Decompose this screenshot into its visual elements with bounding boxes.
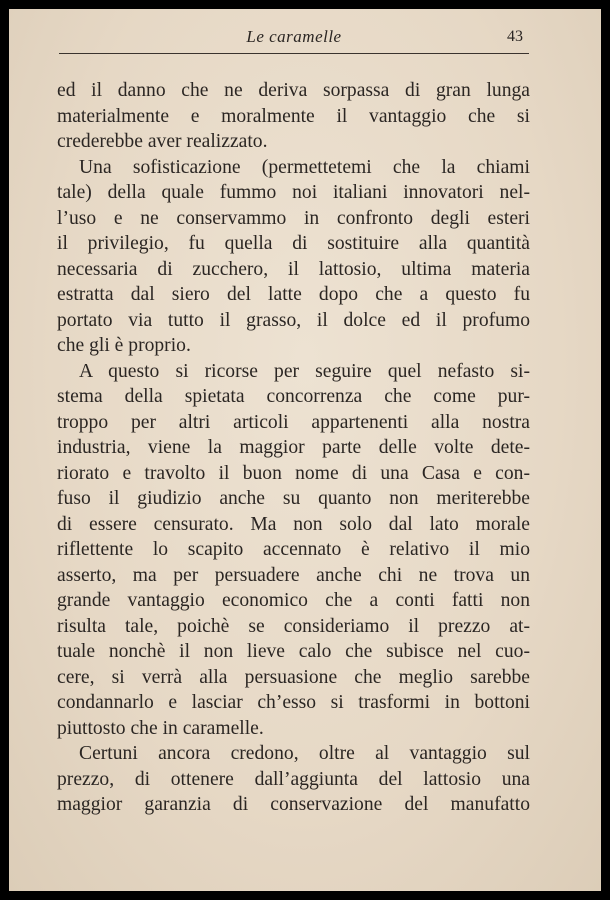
- page-number: 43: [507, 28, 523, 45]
- text-line: fuso il giudizio anche su quanto non meriterebbe: [57, 488, 530, 509]
- running-title: Le caramelle: [246, 27, 342, 46]
- text-line: maggior garanzia di conservazione del manufatto: [57, 794, 530, 815]
- text-line: il privilegio, fu quella di sostituire alla quantità: [57, 233, 530, 254]
- page-header: [59, 27, 529, 57]
- text-line: tuale nonchè il non lieve calo che subisce nel cuo-: [57, 641, 530, 662]
- paragraph: [57, 78, 530, 155]
- text-line: A questo si ricorse per seguire quel nefasto si-: [79, 360, 530, 382]
- text-line: Certuni ancora credono, oltre al vantaggio sul: [79, 743, 530, 764]
- text-line: risulta tale, poichè se consideriamo il prezzo at-: [57, 615, 530, 637]
- text-line: riflettente lo scapito accennato è relativo il mio: [57, 539, 530, 560]
- book-page: [9, 9, 601, 891]
- text-line: crederebbe aver realizzato.: [57, 131, 268, 152]
- text-line: l’uso e ne conservammo in confronto degli esteri: [57, 207, 530, 229]
- text-line: portato via tutto il grasso, il dolce ed il profumo: [57, 309, 530, 331]
- text-line: Una sofisticazione (permettetemi che la chiami: [79, 156, 530, 178]
- text-line: piuttosto che in caramelle.: [57, 717, 264, 739]
- text-line: tale) della quale fummo noi italiani innovatori nel-: [57, 182, 530, 203]
- text-line: prezzo, di ottenere dall’aggiunta del lattosio una: [57, 768, 530, 790]
- text-line: materialmente e moralmente il vantaggio che si: [57, 105, 530, 127]
- paragraph: [57, 741, 530, 818]
- text-line: riorato e travolto il buon nome di una Casa e con-: [57, 462, 530, 484]
- text-line: asserto, ma per persuadere anche chi ne trova un: [57, 564, 530, 586]
- text-line: cere, si verrà alla persuasione che meglio sarebbe: [57, 666, 530, 688]
- body-text: [57, 78, 530, 818]
- header-rule: [59, 53, 529, 54]
- text-line: grande vantaggio economico che a conti fatti non: [57, 590, 530, 611]
- paragraph: [57, 155, 530, 359]
- text-line: che gli è proprio.: [57, 335, 191, 356]
- text-line: ed il danno che ne deriva sorpassa di gran lunga: [57, 80, 530, 101]
- text-line: condannarlo e lasciar ch’esso si trasformi in bottoni: [57, 692, 530, 713]
- text-line: di essere censurato. Ma non solo dal lato morale: [57, 513, 530, 535]
- text-line: estratta dal siero del latte dopo che a questo fu: [57, 284, 530, 305]
- text-line: stema della spietata concorrenza che come pur-: [57, 386, 530, 407]
- text-line: troppo per altri articoli appartenenti alla nostra: [57, 411, 530, 433]
- paragraph: [57, 359, 530, 742]
- text-line: industria, viene la maggior parte delle volte dete-: [57, 437, 530, 458]
- text-line: necessaria di zucchero, il lattosio, ultima materia: [57, 258, 530, 280]
